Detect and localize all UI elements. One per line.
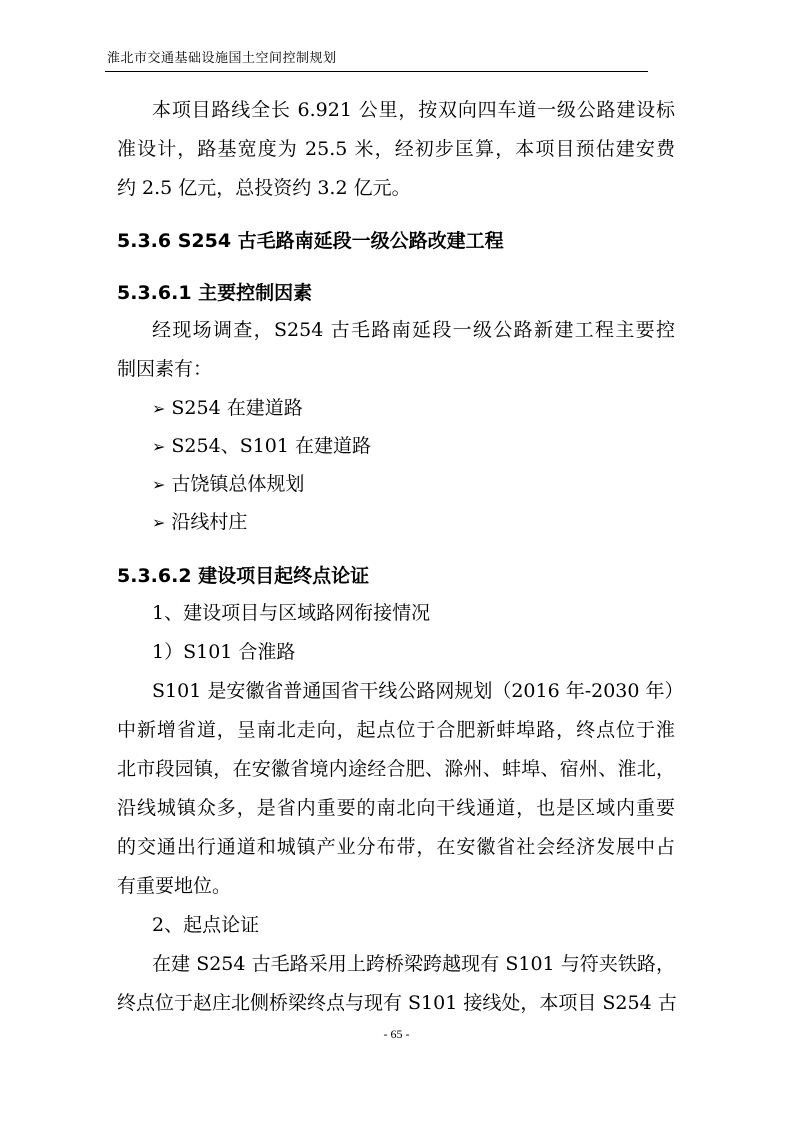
s101-line-4: 沿线城镇众多，是省内重要的南北向干线通道，也是区域内重要 <box>117 797 675 819</box>
intro-line-2: 准设计，路基宽度为 25.5 米，经初步匡算，本项目预估建安费 <box>117 138 675 160</box>
subitem-1: 1、建设项目与区域路网衔接情况 <box>152 602 431 624</box>
bullet-text: 沿线村庄 <box>171 511 248 533</box>
s101-line-2: 中新增省道，呈南北走向，起点位于合肥新蚌埠路，终点位于淮 <box>117 719 675 741</box>
s101-line-3: 北市段园镇，在安徽省境内途经合肥、滁州、蚌埠、宿州、淮北， <box>117 758 675 780</box>
header-rule <box>105 71 648 72</box>
start-point-line-1: 在建 S254 古毛路采用上跨桥梁跨越现有 S101 与符夹铁路， <box>152 953 675 975</box>
header-title: 淮北市交通基础设施国土空间控制规划 <box>107 51 337 66</box>
section-heading-5-3-6: 5.3.6 S254 古毛路南延段一级公路改建工程 <box>117 230 504 252</box>
bullet-text: S254 在建道路 <box>171 397 303 419</box>
arrow-bullet-icon: ➢ <box>152 437 166 456</box>
control-factors-line-1: 经现场调查，S254 古毛路南延段一级公路新建工程主要控 <box>152 319 675 341</box>
bullet-item <box>152 434 371 459</box>
arrow-bullet-icon: ➢ <box>152 475 166 494</box>
bullet-text: 古饶镇总体规划 <box>171 473 305 495</box>
s101-line-5: 的交通出行通道和城镇产业分布带，在安徽省社会经济发展中占 <box>117 836 675 858</box>
bullet-item <box>152 396 303 421</box>
section-heading-5-3-6-2: 5.3.6.2 建设项目起终点论证 <box>117 565 370 587</box>
section-heading-5-3-6-1: 5.3.6.1 主要控制因素 <box>117 282 313 304</box>
page-number: - 65 - <box>383 1027 410 1041</box>
bullet-item <box>152 472 304 497</box>
arrow-bullet-icon: ➢ <box>152 513 166 532</box>
subitem-1-1: 1）S101 合淮路 <box>152 641 296 663</box>
control-factors-line-2: 制因素有： <box>117 358 213 380</box>
s101-line-1: S101 是安徽省普通国省干线公路网规划（2016 年-2030 年） <box>152 680 684 702</box>
intro-line-1: 本项目路线全长 6.921 公里，按双向四车道一级公路建设标 <box>152 99 675 121</box>
s101-line-6: 有重要地位。 <box>117 875 232 897</box>
start-point-line-2: 终点位于赵庄北侧桥梁终点与现有 S101 接线处，本项目 S254 古 <box>117 992 677 1014</box>
subitem-2: 2、起点论证 <box>152 914 260 936</box>
bullet-item <box>152 510 247 535</box>
intro-line-3: 约 2.5 亿元，总投资约 3.2 亿元。 <box>117 177 411 199</box>
arrow-bullet-icon: ➢ <box>152 399 166 418</box>
bullet-text: S254、S101 在建道路 <box>171 435 372 457</box>
